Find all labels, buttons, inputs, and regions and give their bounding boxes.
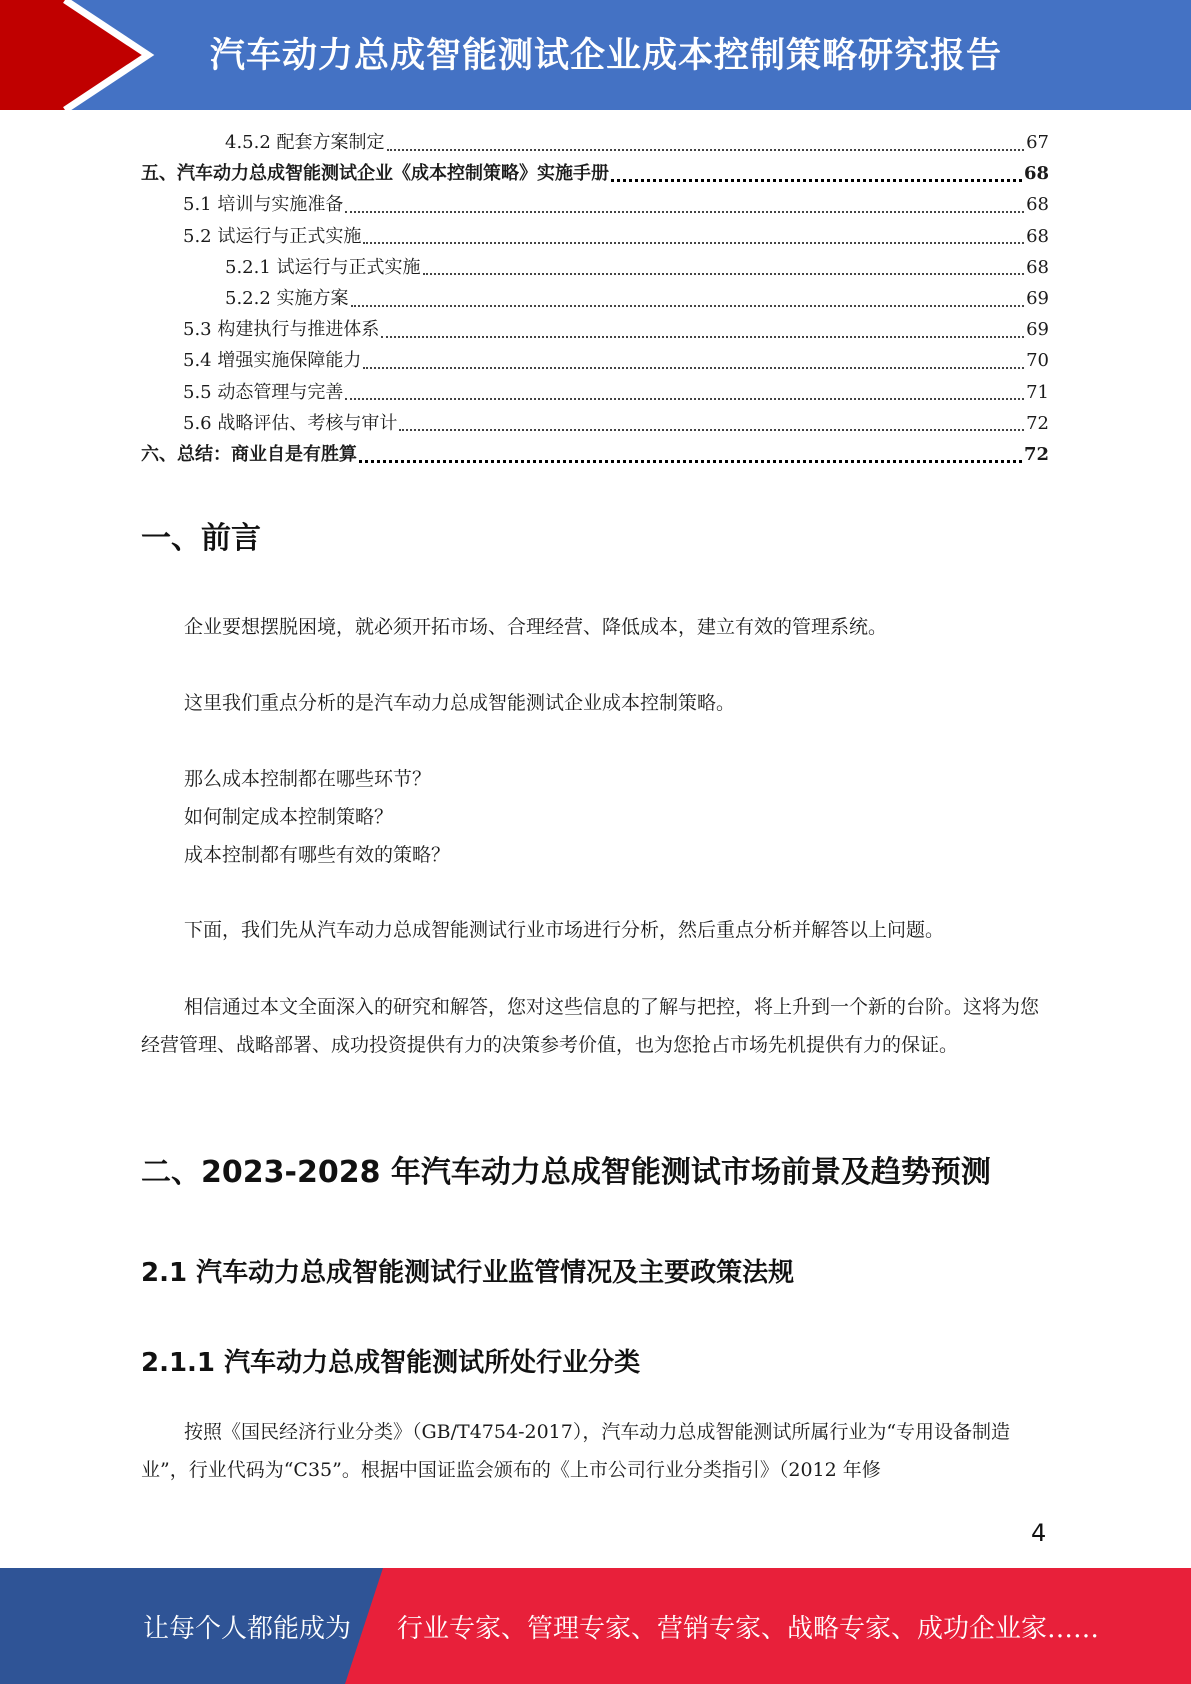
- header-banner: [0, 0, 1191, 110]
- toc-entry-title: 5.4 增强实施保障能力: [183, 350, 362, 372]
- toc-entry-title: 5.2.2 实施方案: [225, 287, 349, 309]
- toc-entry-page: 68: [1026, 225, 1049, 247]
- subsection-heading: 2.1.1 汽车动力总成智能测试所处行业分类: [141, 1348, 641, 1378]
- toc-entry[interactable]: [141, 284, 1049, 315]
- toc-entry-page: 68: [1026, 194, 1049, 216]
- toc-entry-title: 5.2.1 试运行与正式实施: [225, 256, 421, 278]
- footer-slogan-left: 让每个人都能成为: [143, 1614, 352, 1644]
- toc-leader-dots: [363, 363, 1024, 369]
- toc-entry-title: 5.5 动态管理与完善: [183, 381, 344, 403]
- toc-entry[interactable]: [141, 440, 1049, 471]
- subsection-heading: 2.1 汽车动力总成智能测试行业监管情况及主要政策法规: [141, 1258, 795, 1288]
- toc-leader-dots: [399, 425, 1024, 431]
- question-item: 如何制定成本控制策略？: [184, 806, 394, 828]
- toc-entry-page: 69: [1026, 319, 1049, 341]
- toc-entry-page: 67: [1026, 132, 1049, 153]
- question-item: 那么成本控制都在哪些环节？: [184, 768, 432, 790]
- paragraph: 企业要想摆脱困境，就必须开拓市场、合理经营、降低成本，建立有效的管理系统。: [184, 616, 888, 638]
- toc-entry[interactable]: [141, 346, 1049, 377]
- paragraph: 按照《国民经济行业分类》（GB/T4754-2017），汽车动力总成智能测试所属行业为“专用设备制造业”，行业代码为“C35”。根据中国证监会颁布的《上市公司行业分类指引》（2012 年修: [141, 1421, 1011, 1481]
- toc-entry-page: 68: [1023, 163, 1049, 185]
- page-number: 4: [1031, 1519, 1047, 1547]
- toc-leader-dots: [387, 145, 1025, 151]
- toc-entry[interactable]: [141, 159, 1049, 190]
- toc-entry[interactable]: [141, 409, 1049, 440]
- footer-banner: [0, 1568, 1191, 1684]
- toc-entry[interactable]: [141, 315, 1049, 346]
- toc-entry-title: 5.2 试运行与正式实施: [183, 225, 362, 247]
- toc-entry-page: 68: [1026, 256, 1049, 278]
- toc-leader-dots: [381, 332, 1024, 338]
- toc-leader-dots: [351, 301, 1025, 307]
- section-heading-market-outlook: 二、2023-2028 年汽车动力总成智能测试市场前景及趋势预测: [141, 1155, 991, 1190]
- toc-entry[interactable]: [141, 128, 1049, 159]
- toc-entry[interactable]: [141, 253, 1049, 284]
- toc-entry-title: 5.3 构建执行与推进体系: [183, 319, 380, 341]
- toc-entry-title: 5.6 战略评估、考核与审计: [183, 412, 398, 434]
- section-heading-preface: 一、前言: [141, 521, 261, 556]
- toc-entry-page: 72: [1023, 443, 1049, 465]
- toc-entry[interactable]: [141, 378, 1049, 409]
- toc-entry-page: 69: [1026, 287, 1049, 309]
- toc-entry-title: 六、总结：商业自是有胜算: [141, 443, 357, 465]
- question-list: [141, 760, 1049, 874]
- toc-entry-page: 71: [1026, 381, 1049, 403]
- toc-leader-dots: [345, 207, 1024, 213]
- toc-leader-dots: [611, 175, 1022, 182]
- footer-slogan-right: 行业专家、管理专家、营销专家、战略专家、成功企业家……: [397, 1614, 1100, 1644]
- toc-leader-dots: [363, 238, 1024, 244]
- report-title: 汽车动力总成智能测试企业成本控制策略研究报告: [210, 36, 1003, 76]
- toc-entry-title: 4.5.2 配套方案制定: [225, 132, 385, 153]
- toc-entry[interactable]: [141, 222, 1049, 253]
- toc-leader-dots: [359, 456, 1022, 463]
- toc-entry-page: 72: [1026, 412, 1049, 434]
- paragraph: 这里我们重点分析的是汽车动力总成智能测试企业成本控制策略。: [184, 692, 736, 714]
- toc-entry[interactable]: [141, 190, 1049, 221]
- paragraph: 相信通过本文全面深入的研究和解答，您对这些信息的了解与把控，将上升到一个新的台阶。这将为您经营管理、战略部署、成功投资提供有力的决策参考价值，也为您抢占市场先机提供有力的保证。: [141, 996, 1040, 1056]
- toc-entry-title: 五、汽车动力总成智能测试企业《成本控制策略》实施手册: [141, 163, 609, 185]
- table-of-contents: [141, 128, 1049, 471]
- question-item: 成本控制都有哪些有效的策略？: [184, 844, 451, 866]
- toc-leader-dots: [423, 269, 1025, 275]
- toc-leader-dots: [345, 394, 1024, 400]
- toc-entry-title: 5.1 培训与实施准备: [183, 194, 344, 216]
- paragraph: 下面，我们先从汽车动力总成智能测试行业市场进行分析，然后重点分析并解答以上问题。: [184, 919, 945, 941]
- toc-entry-page: 70: [1026, 350, 1049, 372]
